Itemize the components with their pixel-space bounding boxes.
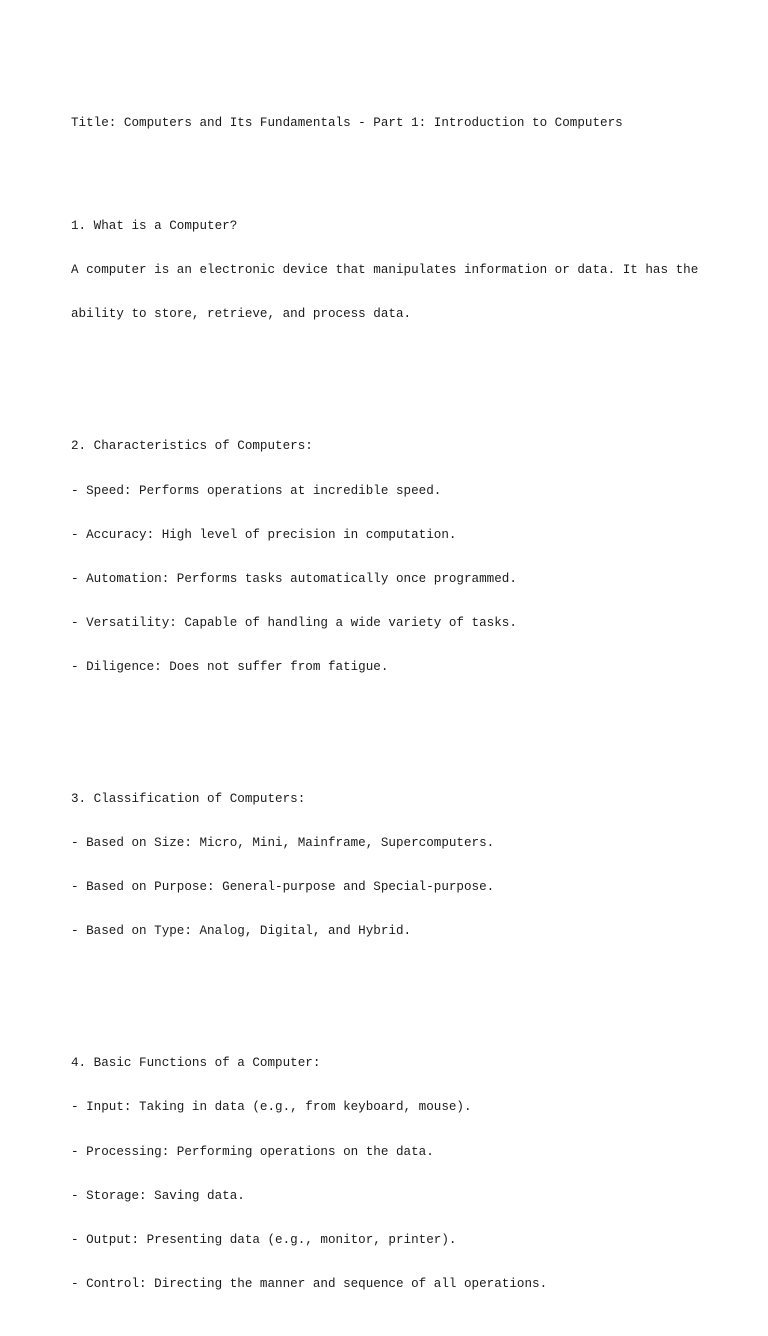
section-characteristics — [71, 410, 731, 704]
section-heading: 3. Classification of Computers: — [71, 791, 306, 806]
list-item: - Output: Presenting data (e.g., monitor, printer). — [71, 1232, 457, 1247]
paragraph-line: A computer is an electronic device that manipulates information or data. It has the — [71, 263, 699, 278]
section-heading: 4. Basic Functions of a Computer: — [71, 1056, 321, 1071]
section-basic-functions — [71, 1027, 731, 1321]
document-title: Title: Computers and Its Fundamentals - Part 1: Introduction to Computers — [71, 116, 623, 131]
list-item: - Automation: Performs tasks automatically once programmed. — [71, 571, 517, 586]
list-item: - Speed: Performs operations at incredible speed. — [71, 483, 442, 498]
list-item: - Control: Directing the manner and sequence of all operations. — [71, 1276, 548, 1291]
list-item: - Versatility: Capable of handling a wide variety of tasks. — [71, 615, 517, 630]
paragraph-line: ability to store, retrieve, and process data. — [71, 307, 412, 322]
list-item: - Based on Size: Micro, Mini, Mainframe, Supercomputers. — [71, 836, 495, 851]
list-item: - Diligence: Does not suffer from fatigue. — [71, 659, 389, 674]
list-item: - Processing: Performing operations on the data. — [71, 1144, 434, 1159]
section-heading: 1. What is a Computer? — [71, 219, 238, 234]
section-heading: 2. Characteristics of Computers: — [71, 439, 313, 454]
section-what-is-computer — [71, 190, 731, 352]
document-page — [71, 87, 731, 1336]
section-classification — [71, 763, 731, 969]
list-item: - Accuracy: High level of precision in computation. — [71, 527, 457, 542]
list-item: - Input: Taking in data (e.g., from keyboard, mouse). — [71, 1100, 472, 1115]
list-item: - Based on Type: Analog, Digital, and Hybrid. — [71, 924, 412, 939]
list-item: - Based on Purpose: General-purpose and Special-purpose. — [71, 880, 495, 895]
list-item: - Storage: Saving data. — [71, 1188, 245, 1203]
